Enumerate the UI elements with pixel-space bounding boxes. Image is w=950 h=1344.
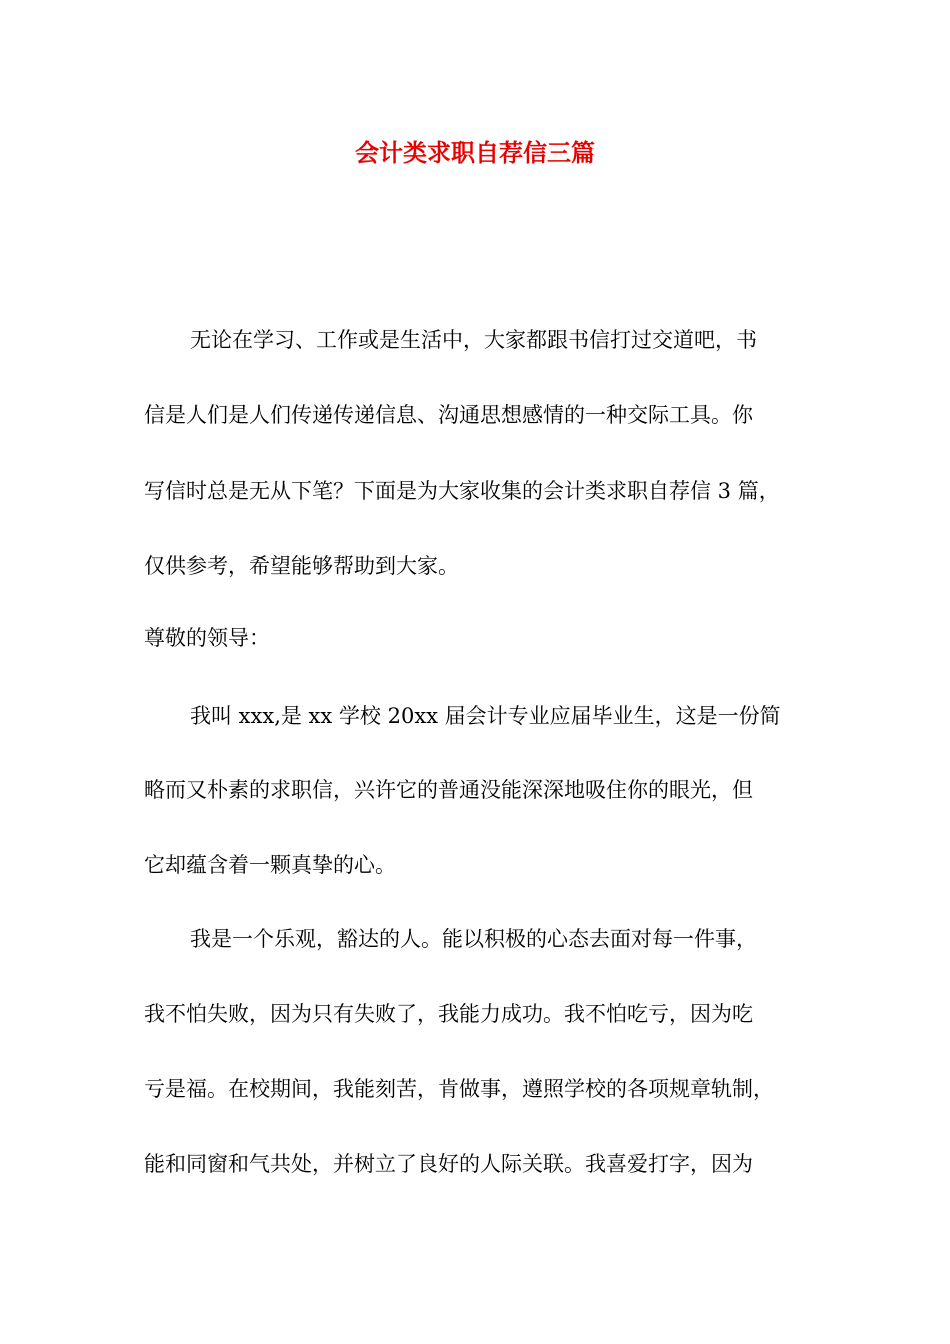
paragraph-line: 它却蕴含着一颗真挚的心。 [144, 853, 396, 877]
paragraph-line: 无论在学习、工作或是生活中，大家都跟书信打过交道吧，书 [190, 328, 757, 352]
paragraph-line: 能和同窗和气共处，并树立了良好的人际关联。我喜爱打字，因为 [144, 1152, 753, 1176]
paragraph-line: 我叫 xxx,是 xx 学校 20xx 届会计专业应届毕业生，这是一份简 [190, 704, 781, 728]
paragraph-line: 仅供参考，希望能够帮助到大家。 [144, 554, 459, 578]
document-title: 会计类求职自荐信三篇 [355, 138, 595, 167]
paragraph-line: 写信时总是无从下笔？下面是为大家收集的会计类求职自荐信 3 篇， [144, 479, 780, 503]
paragraph-line: 我是一个乐观，豁达的人。能以积极的心态去面对每一件事， [190, 927, 757, 951]
paragraph-line: 亏是福。在校期间，我能刻苦，肯做事，遵照学校的各项规章轨制， [144, 1077, 774, 1101]
paragraph-line: 略而又朴素的求职信，兴许它的普通没能深深地吸住你的眼光，但 [144, 778, 753, 802]
paragraph-line: 信是人们是人们传递传递信息、沟通思想感情的一种交际工具。你 [144, 403, 753, 427]
paragraph-line: 我不怕失败，因为只有失败了，我能力成功。我不怕吃亏，因为吃 [144, 1002, 753, 1026]
salutation-line: 尊敬的领导： [144, 626, 270, 650]
